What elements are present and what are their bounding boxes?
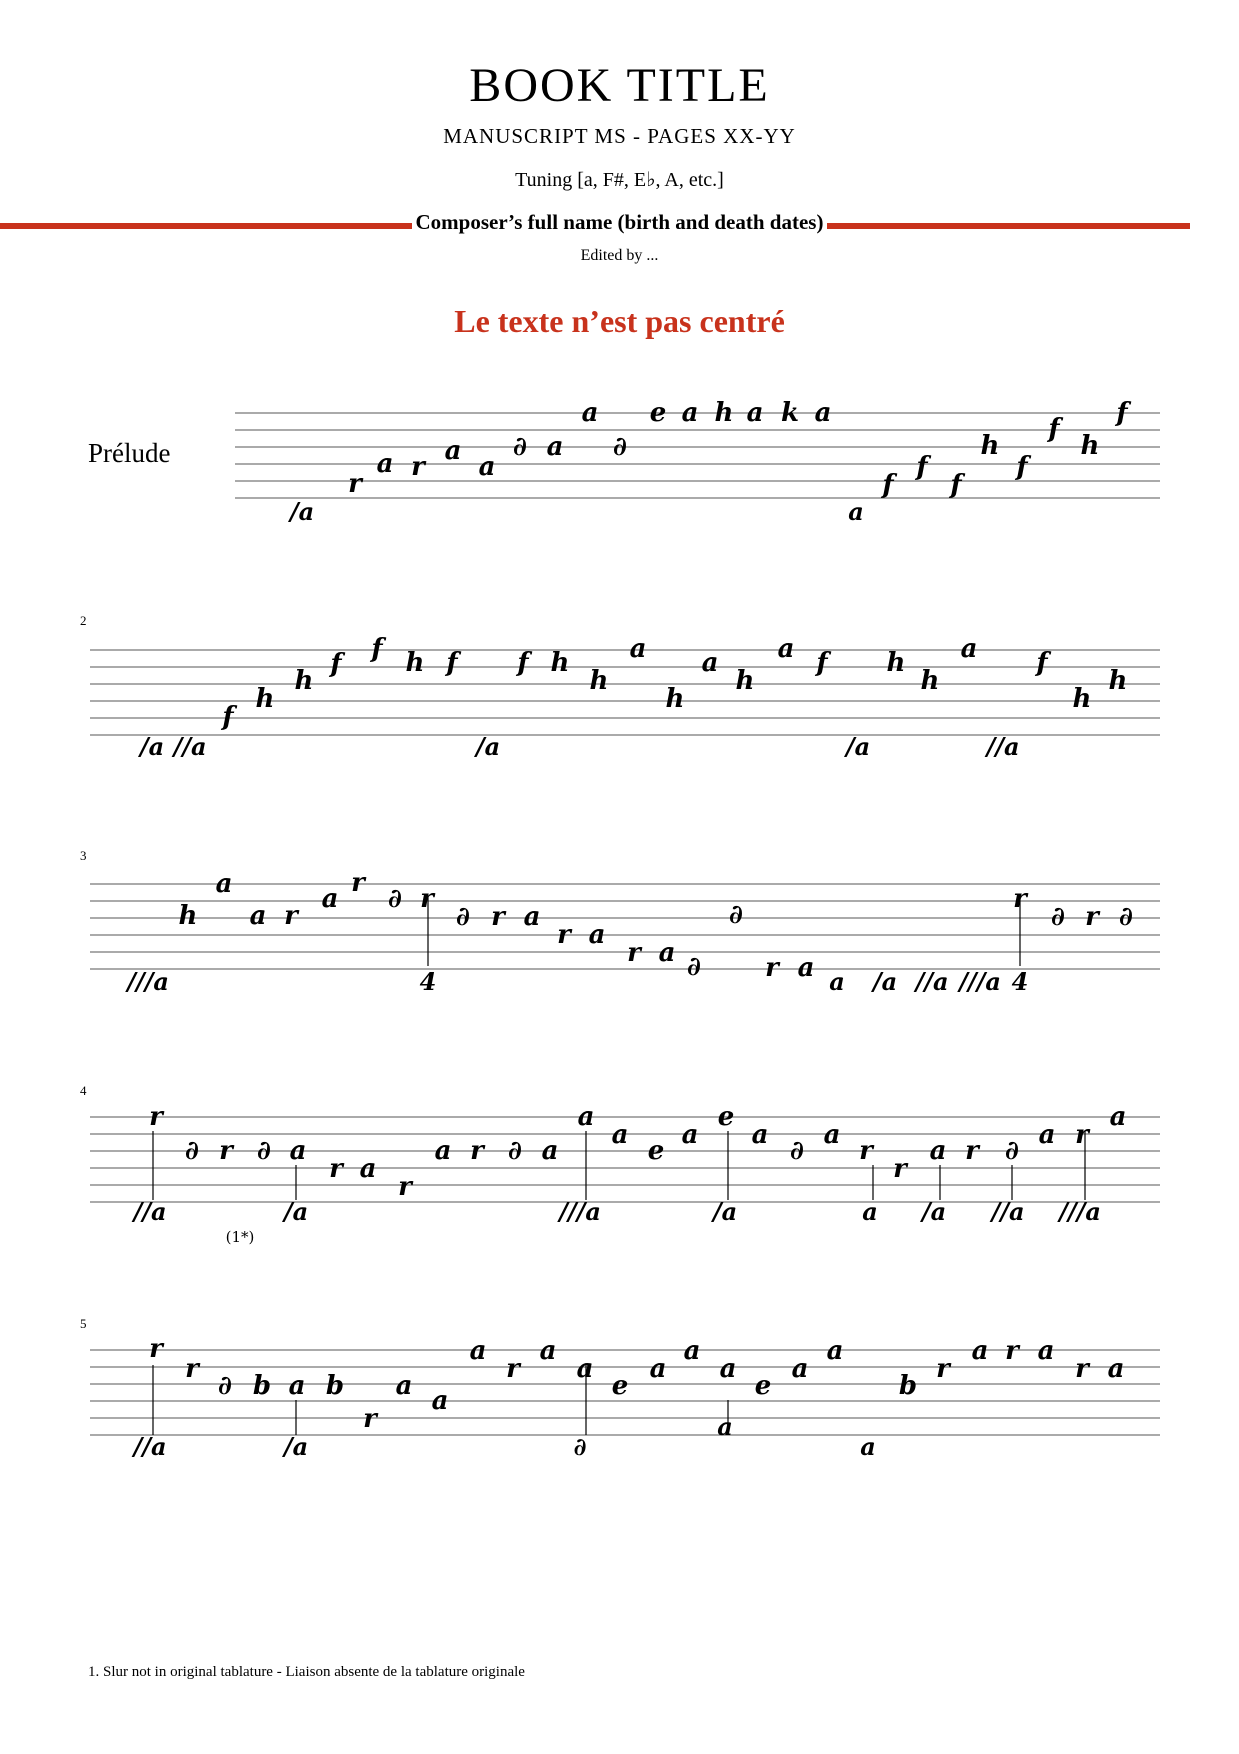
tab-letter: ∂ bbox=[257, 1136, 271, 1166]
tab-letter: a bbox=[289, 1136, 307, 1166]
tab-letter: h bbox=[1080, 431, 1100, 461]
tab-letter: h bbox=[714, 398, 734, 428]
tab-letter: r bbox=[1085, 902, 1099, 932]
tab-letter: r bbox=[329, 1154, 343, 1184]
bass-note: /a bbox=[283, 1432, 309, 1461]
tab-letter: r bbox=[557, 920, 571, 950]
measure-number: 3 bbox=[80, 848, 87, 863]
tab-letter: ∂ bbox=[1005, 1136, 1019, 1166]
tab-letter: a bbox=[960, 634, 978, 664]
tab-letter: k bbox=[780, 398, 800, 428]
tab-letter: ∂ bbox=[388, 884, 402, 914]
bass-note: /a bbox=[283, 1197, 309, 1226]
tablature-system bbox=[80, 1316, 1160, 1461]
tab-letter: a bbox=[681, 1120, 699, 1150]
tab-letter: a bbox=[777, 634, 795, 664]
tab-letter: a bbox=[751, 1120, 769, 1150]
tab-letter: ∂ bbox=[790, 1136, 804, 1166]
tab-letter: h bbox=[294, 666, 314, 696]
tab-letter: a bbox=[288, 1371, 306, 1401]
tablature-system bbox=[235, 398, 1160, 526]
tab-letter: a bbox=[611, 1120, 629, 1150]
tab-letter: r bbox=[420, 884, 434, 914]
tablature-system bbox=[80, 1083, 1160, 1246]
tab-letter: b bbox=[252, 1371, 272, 1401]
bass-note: ///a bbox=[959, 967, 1001, 996]
tab-letter: a bbox=[215, 869, 233, 899]
tab-letter: a bbox=[797, 953, 815, 983]
tab-letter: a bbox=[929, 1136, 947, 1166]
tab-letter: a bbox=[746, 398, 764, 428]
tab-letter: h bbox=[589, 666, 609, 696]
bass-note: 4 bbox=[1011, 967, 1029, 996]
tab-letter: e bbox=[649, 398, 667, 428]
manuscript-line: MANUSCRIPT MS - PAGES XX-YY bbox=[443, 124, 796, 148]
tab-letter: ∂ bbox=[513, 432, 527, 462]
tab-letter: r bbox=[1013, 884, 1027, 914]
tab-letter: a bbox=[359, 1154, 377, 1184]
tab-letter: r bbox=[627, 938, 641, 968]
tab-letter: ∂ bbox=[218, 1371, 232, 1401]
tab-letter: a bbox=[395, 1371, 413, 1401]
bass-note: /a bbox=[475, 732, 501, 761]
measure-number: 4 bbox=[80, 1083, 87, 1098]
tab-letter: a bbox=[478, 452, 496, 482]
tab-letter: a bbox=[588, 920, 606, 950]
bass-note: a bbox=[848, 497, 864, 526]
tab-letter: f bbox=[950, 470, 962, 500]
bass-note: a bbox=[860, 1432, 876, 1461]
tab-letter: h bbox=[550, 648, 570, 678]
tab-letter: f bbox=[1036, 648, 1048, 678]
tab-letter: r bbox=[1075, 1120, 1089, 1150]
tab-letter: b bbox=[898, 1371, 918, 1401]
tab-letter: a bbox=[539, 1336, 557, 1366]
tab-letter: b bbox=[325, 1371, 345, 1401]
tab-letter: f bbox=[916, 452, 928, 482]
tab-letter: f bbox=[1048, 414, 1060, 444]
tab-letter: h bbox=[980, 431, 1000, 461]
tab-letter: h bbox=[735, 666, 755, 696]
tab-letter: ∂ bbox=[508, 1136, 522, 1166]
tab-letter: f bbox=[816, 648, 828, 678]
tablature-system bbox=[80, 613, 1160, 761]
tab-letter: a bbox=[971, 1336, 989, 1366]
tab-letter: a bbox=[546, 432, 564, 462]
tab-letter: r bbox=[219, 1136, 233, 1166]
bass-note: ///a bbox=[1059, 1197, 1101, 1226]
footnote: 1. Slur not in original tablature - Liaison absente de la tablature originale bbox=[88, 1664, 525, 1680]
tab-letter: ∂ bbox=[185, 1136, 199, 1166]
bass-note: /a bbox=[845, 732, 871, 761]
tab-letter: h bbox=[920, 666, 940, 696]
tab-letter: r bbox=[149, 1102, 163, 1132]
tablature-system bbox=[80, 848, 1160, 996]
tab-letter: h bbox=[665, 684, 685, 714]
tab-letter: ∂ bbox=[1119, 902, 1133, 932]
tab-letter: a bbox=[629, 634, 647, 664]
bass-note: ∂ bbox=[573, 1432, 587, 1461]
tab-letter: r bbox=[149, 1334, 163, 1364]
tab-letter: e bbox=[647, 1136, 665, 1166]
measure-number: 5 bbox=[80, 1316, 87, 1331]
notice-heading: Le texte n’est pas centré bbox=[454, 303, 785, 339]
tab-letter: r bbox=[411, 452, 425, 482]
tab-letter: a bbox=[577, 1102, 595, 1132]
tab-letter: ∂ bbox=[456, 902, 470, 932]
tab-letter: ∂ bbox=[729, 900, 743, 930]
tab-letter: f bbox=[882, 470, 894, 500]
tab-letter: f bbox=[517, 648, 529, 678]
tab-letter: a bbox=[469, 1336, 487, 1366]
tab-letter: r bbox=[859, 1136, 873, 1166]
bass-note: /a bbox=[872, 967, 898, 996]
tab-letter: ∂ bbox=[687, 952, 701, 982]
tab-letter: a bbox=[658, 938, 676, 968]
tab-letter: a bbox=[541, 1136, 559, 1166]
tuning-line: Tuning [a, F#, E♭, A, etc.] bbox=[515, 169, 724, 191]
bass-note: ///a bbox=[127, 967, 169, 996]
tab-letter: a bbox=[649, 1354, 667, 1384]
tab-letter: f bbox=[371, 634, 383, 664]
tab-letter: a bbox=[523, 902, 541, 932]
tab-letter: h bbox=[255, 684, 275, 714]
tab-letter: r bbox=[185, 1354, 199, 1384]
tab-letter: r bbox=[351, 868, 365, 898]
tab-letter: f bbox=[330, 649, 342, 679]
bass-note: //a bbox=[986, 732, 1020, 761]
tab-letter: r bbox=[491, 902, 505, 932]
tab-letter: h bbox=[1108, 666, 1128, 696]
bass-note: /a bbox=[712, 1197, 738, 1226]
tab-letter: a bbox=[1107, 1354, 1125, 1384]
tab-letter: h bbox=[886, 648, 906, 678]
composer-name: Composer’s full name (birth and death dates) bbox=[412, 210, 828, 234]
tab-letter: f bbox=[1016, 452, 1028, 482]
tab-letter: ∂ bbox=[1051, 902, 1065, 932]
measure-number: 2 bbox=[80, 613, 87, 628]
tab-letter: a bbox=[1109, 1102, 1127, 1132]
bass-note: a bbox=[862, 1197, 878, 1226]
tab-letter: ∂ bbox=[613, 432, 627, 462]
tab-letter: r bbox=[363, 1404, 377, 1434]
tab-letter: a bbox=[1038, 1120, 1056, 1150]
tab-letter: r bbox=[965, 1136, 979, 1166]
tab-letter: f bbox=[1116, 398, 1128, 428]
tab-letter: a bbox=[826, 1336, 844, 1366]
tab-letter: a bbox=[576, 1354, 594, 1384]
tab-letter: a bbox=[431, 1386, 449, 1416]
tab-letter: h bbox=[1072, 684, 1092, 714]
tab-letter: r bbox=[348, 469, 362, 499]
bass-note: //a bbox=[133, 1432, 167, 1461]
tab-letter: a bbox=[581, 398, 599, 428]
tab-letter: r bbox=[470, 1136, 484, 1166]
tab-letter: a bbox=[434, 1136, 452, 1166]
tab-letter: r bbox=[1075, 1354, 1089, 1384]
bass-note: //a bbox=[173, 732, 207, 761]
bass-note: a bbox=[717, 1412, 733, 1441]
tab-letter: e bbox=[717, 1102, 735, 1132]
tab-letter: r bbox=[893, 1154, 907, 1184]
bass-note: a bbox=[829, 967, 845, 996]
tab-letter: r bbox=[936, 1354, 950, 1384]
tab-letter: a bbox=[249, 901, 267, 931]
bass-note: //a bbox=[133, 1197, 167, 1226]
piece-title: Prélude bbox=[88, 438, 171, 468]
footnote-marker: (1*) bbox=[225, 1228, 255, 1246]
bass-note: //a bbox=[915, 967, 949, 996]
tab-letter: h bbox=[178, 901, 198, 931]
tab-letter: e bbox=[611, 1371, 629, 1401]
tab-letter: r bbox=[765, 953, 779, 983]
tab-letter: a bbox=[444, 436, 462, 466]
tab-letter: e bbox=[754, 1371, 772, 1401]
tab-letter: a bbox=[321, 884, 339, 914]
tab-letter: r bbox=[398, 1172, 412, 1202]
bass-note: /a bbox=[921, 1197, 947, 1226]
tab-letter: a bbox=[683, 1336, 701, 1366]
book-title: BOOK TITLE bbox=[469, 59, 770, 112]
bass-note: //a bbox=[991, 1197, 1025, 1226]
tab-letter: f bbox=[222, 702, 234, 732]
tab-letter: a bbox=[814, 398, 832, 428]
tab-letter: a bbox=[1037, 1336, 1055, 1366]
tab-letter: a bbox=[791, 1354, 809, 1384]
bass-note: /a bbox=[289, 497, 315, 526]
tab-letter: r bbox=[284, 901, 298, 931]
tab-letter: a bbox=[701, 648, 719, 678]
tab-letter: f bbox=[446, 648, 458, 678]
tab-letter: a bbox=[376, 449, 394, 479]
tab-letter: h bbox=[405, 648, 425, 678]
bass-note: ///a bbox=[559, 1197, 601, 1226]
tab-letter: r bbox=[506, 1354, 520, 1384]
bass-note: 4 bbox=[419, 967, 437, 996]
tab-letter: a bbox=[719, 1354, 737, 1384]
editor-line: Edited by ... bbox=[580, 247, 659, 264]
tab-letter: a bbox=[681, 398, 699, 428]
tab-letter: r bbox=[1005, 1336, 1019, 1366]
bass-note: /a bbox=[139, 732, 165, 761]
tab-letter: a bbox=[823, 1120, 841, 1150]
